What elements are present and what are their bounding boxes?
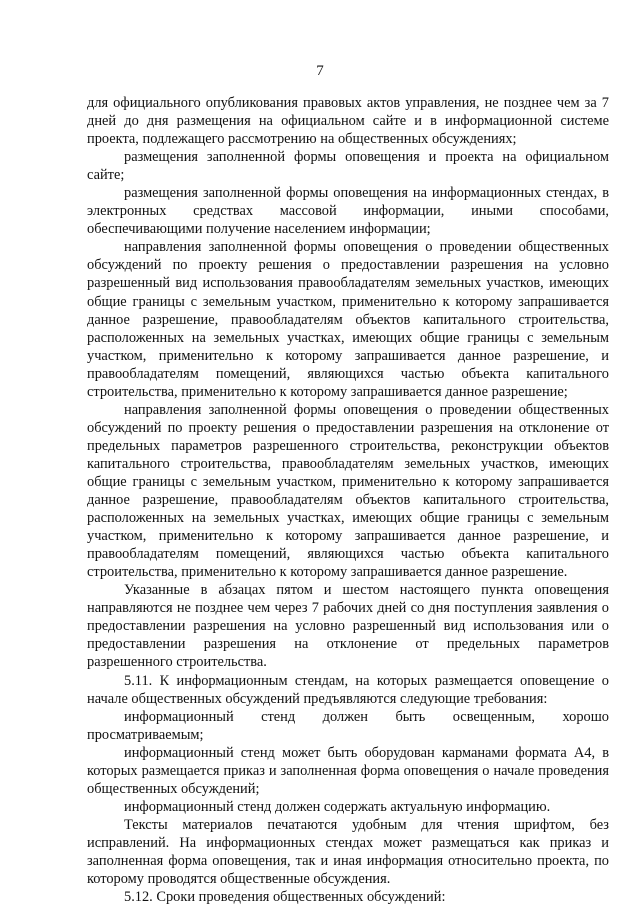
page-number: 7 xyxy=(316,63,324,79)
paragraph-section-5-11: 5.11. К информационным стендам, на которых размещается оповещение о начале общественных обсуждений предъявляются следующие требования: xyxy=(87,672,609,707)
paragraph-stand-actual-info: информационный стенд должен содержать актуальную информацию. xyxy=(124,798,551,815)
paragraph-publish-on-site: размещения заполненной формы оповещения и проекта на официальном сайте; xyxy=(87,149,609,184)
paragraph-notify-deviation: направления заполненной формы оповещения о проведении общественных обсуждений по проекту решения о предоставлении разрешения на отклонение от предельных параметров разрешенного строительства, реконструкции объектов капитального строительства, правообладателям земельных участков, имеющих общие границы с земельным участком, применительно к которому запрашивается данное разрешение, правообладателям объектов капитального строительства, расположенных на земельных участках, имеющих общие границы с земельным участком, применительно к которому запрашивается данное разрешение, и правообладателям помещений, являющихся частью объекта капитального строительства, применительно к которому запрашивается данное разрешение. xyxy=(87,401,609,581)
paragraph-notification-deadline: Указанные в абзацах пятом и шестом настоящего пункта оповещения направляются не позднее чем через 7 рабочих дней со дня поступления заявления о предоставлении разрешения на условно разрешенный вид использования или о предоставлении разрешения на отклонение от предельных параметров разрешенного строительства. xyxy=(87,582,609,671)
paragraph-texts-font: Тексты материалов печатаются удобным для чтения шрифтом, без исправлений. На информационных стендах может размещаться как приказ и заполненная форма оповещения, так и иная информация относительно проекта, по которому проводятся общественные обсуждения. xyxy=(87,816,609,888)
paragraph-stand-pockets: информационный стенд может быть оборудован карманами формата А4, в которых размещается приказ и заполненная форма оповещения о начале проведения общественных обсуждений; xyxy=(87,744,609,797)
document-body xyxy=(87,94,609,906)
paragraph-notify-conditional-use: направления заполненной формы оповещения о проведении общественных обсуждений по проекту решения о предоставлении разрешения на условно разрешенный вид использования правообладателям земельных участков, имеющих общие границы с земельным участком, применительно к которому запрашивается данное разрешение, правообладателям объектов капитального строительства, расположенных на земельных участках, имеющих общие границы с земельным участком, применительно к которому запрашивается данное разрешение, и правообладателям помещений, являющихся частью объекта капитального строительства, применительно к которому запрашивается данное разрешение; xyxy=(87,239,609,400)
paragraph-publish-on-stands: размещения заполненной формы оповещения на информационных стендах, в электронных средствах массовой информации, иными способами, обеспечивающими получение населением информации; xyxy=(87,185,609,238)
paragraph-section-5-12: 5.12. Сроки проведения общественных обсуждений: xyxy=(124,889,446,906)
paragraph-continuation: для официального опубликования правовых актов управления, не позднее чем за 7 дней до дня размещения на официальном сайте и в информационной системе проекта, подлежащего рассмотрению на общественных обсуждениях; xyxy=(87,95,609,148)
paragraph-stand-lit: информационный стенд должен быть освещенным, хорошо просматриваемым; xyxy=(87,708,609,743)
